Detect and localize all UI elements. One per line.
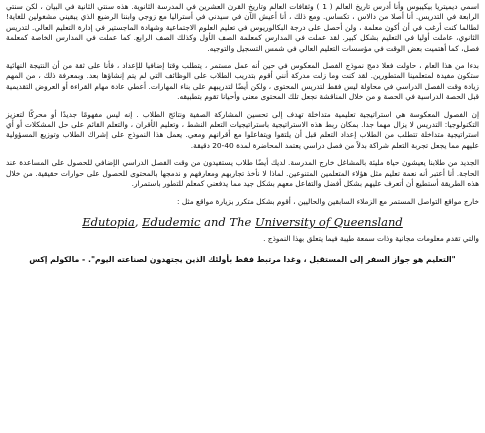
link-edutopia[interactable]: Edutopia (82, 214, 135, 229)
paragraph-flipped-classroom: بدءا من هذا العام ، حاولت فعلا دمج نموذج الفصل المعكوس في حين أنه عمل مستمر ، يتطلب وقتا إضافيا للإعداد ، فأنا على ثقة من أن النتيجة النهائية ستكون مفيدة لمتعلمينا المتطورين. لقد كنت وما زلت مدركة أنني أقوم بتدريب الطلاب على الوظائف التي لم يتم إنشاؤها بعد. وبمعرفة ذلك ، من المهم زيادة وقت الفصل الدراسي في محاولة ليس فقط لتدريس المحتوى ، ولكن أيضًا لتدريبهم على بناء المهارات. أعطي عادة مهام القراءة أو العروض التقديمية قبل الحصة الدراسية في الحصة و من خلال المناقشة نجعل تلك المحتوى معنى وأحيانا تقوم بتطبيقه. (6, 61, 479, 102)
paragraph-after-links: والتي تقدم معلومات مجانية وذات سمعة طيبة فيما يتعلق بهذا النموذج . (263, 233, 479, 243)
closing-quote: "التعليم هو جواز السفر إلى المستقبل ، وغدا مرتبط فقط بأولئك الذين يجتهدون لصناعته اليوم". - مالكولم إكس (29, 255, 456, 265)
paragraph-flipped-strategy: إن الفصول المعكوسة هي استراتيجية تعليمية متداخلة تهدف إلى تحسين المشاركة الصفية ونتائج الطلاب . إنه ليس مفهومًا جديدًا أو محركًا لتعزيز التكنولوجيا: التدريس لا يزال مهما جدا. بمكان ربط هذه الاستراتيجية باستراتيجيات التعلم النشط ، وتعليم الأقران ، والتعلم القائم على حل المشكلات أو أي استراتيجية متداخلة تتطلب من الطلاب إعداد التعلم قبل أن يلتقوا ويتفاعلوا مع أقرانهم ومعي. يعمل هذا النموذج على إشراك الطلاب وتوزيع المسؤولية عليهم مما يجعل تجربة التعلم شراكة بدلاً من فصل دراسي يعتمد المحاضرة لمدة 40-20 دقيقة. (6, 109, 479, 150)
link-edudemic[interactable]: Edudemic (142, 214, 201, 229)
paragraph-intro: اسمي ديميتريا بيكيبوس وأنا أدرس تاريخ العالم ( 1 ) وثقافات العالم وتاريخ القرن العشرين في المدرسة الثانوية. هذه سنتي الثانية في البيان ، لكن سنتي الرابعة في التدريس. أنا أصلا من دالاس ، تكساس. ومع ذلك ، أنا أعيش الآن في سيدني في أستراليا مع زوجي وابننا الرضيع الذي يبقيني مشغولين للغاية! لطالما كنت أرغب في أن أكون معلمة ، ولن أحصل على درجة البكالوريوس في تعليم العلوم الاجتماعية وشهادة الماجستير في إدارة التعليم العالي. لتدريس الثانوي، عاملت أوليا في التعليم بشكل كبير. لقد عملت في المدارس كمعلمة الصف الأول وكذلك الصف الرابع. كما عملت في المدارس الخاصة كمعلمة فصل، كما أهتميت بعض الوقت في مؤسسات التعليم العالي في شمس التسجيل والتوجيه. (6, 2, 479, 53)
links-and-the: and The (200, 214, 255, 229)
paragraph-sites-intro: خارج مواقع التواصل المستمر مع الزملاء السابقين والحاليين ، أقوم بشكل متكرر بزيارة مواقع مثل : (177, 196, 479, 206)
resource-links (6, 215, 479, 230)
link-university-of-queensland[interactable]: University of Queensland (254, 214, 403, 229)
links-separator: , (134, 214, 143, 229)
paragraph-students: الجديد من طلابنا يعيشون حياة مليئة بالمشاغل خارج المدرسة. لديك أيضًا طلاب يستفيدون من وقت الفصل الدراسي الإضافي للحصول على المساعدة عند الحاجة. أنا أعتبر أنه نعمة تعليم مثل هؤلاء المتعلمين المتنوعين. لماذا لا نأخذ تجاربهم ومعارفهم و ندمجها بالمحتوى للحصول على حوارات حقيقية. من خلال هذه الطريقة أستطيع أن أتعرف عليهم بشكل أفضل والتفاعل معهم بشكل جيد مما يدفعني كمعلم للتطور باستمرار. (6, 158, 479, 189)
